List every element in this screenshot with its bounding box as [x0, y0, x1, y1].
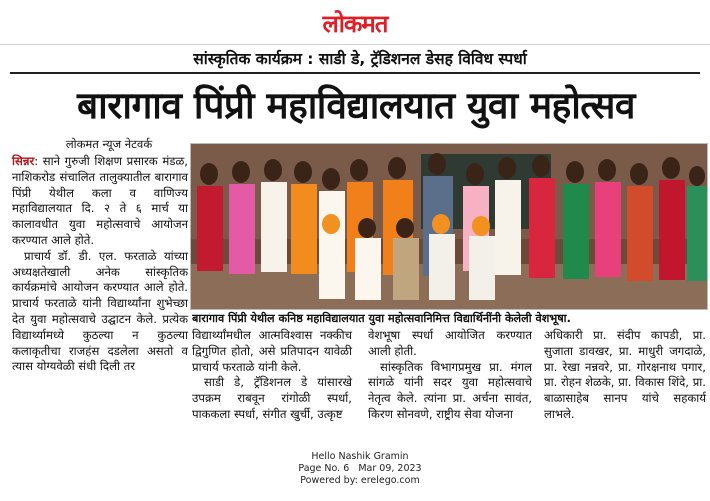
footer-edition: Hello Nashik Gramin: [311, 451, 409, 462]
footer-powered-by[interactable]: Powered by: erelego.com: [300, 475, 420, 486]
kicker-divider: [10, 72, 700, 74]
epaper-footer: [270, 451, 450, 499]
group-photo: [190, 143, 708, 310]
paragraph: सिन्नर: साने गुरुजी शिक्षण प्रसारक मंडळ, नाशिकरोड संचालित तालुक्यातील बारागाव पिंप्री येथील कला व वाणिज्य महाविद्यालयात दि. २ ते ६ मार्च या कालावधीत युवा महोत्सवाचे आयोजन करण्यात आले होते.: [12, 154, 188, 247]
article-column-3: [368, 328, 532, 446]
article-column-1: [12, 154, 188, 444]
lokmat-logo[interactable]: लोकमत: [322, 9, 388, 38]
group-photo-illustration: [191, 144, 707, 309]
paragraph: साडी डे, ट्रॅडिशनल डे यांसारखे उपक्रम राबवून रांगोळी स्पर्धा, पाककला स्पर्धा, संगीत खुर्ची, उत्कृष्ट: [192, 375, 352, 421]
footer-date: Mar 09, 2023: [358, 463, 422, 474]
paragraph: अधिकारी प्रा. संदीप कापडी, प्रा. सुजाता डावखर, प्रा. माधुरी जगदाळे, प्रा. रेखा नन्नवरे, प्रा. गोरक्षनाथ पगार, प्रा. रोहन शेळके, प्रा. विकास शिंदे, प्रा. बाळासाहेब सानप यांचे सहकार्य लाभले.: [544, 328, 706, 421]
photo-caption: बारागाव पिंप्री येथील कनिष्ठ महाविद्यालयात युवा महोत्सवानिमित्त विद्यार्थिनींनी केलेली वेशभूषा.: [192, 312, 571, 325]
paragraph: विद्यार्थ्यांमधील आत्मविश्वास नक्कीच द्विगुणित होतो, असे प्रतिपादन यावेळी प्राचार्य फरताळे यांनी केले.: [192, 328, 352, 374]
paragraph: वेशभूषा स्पर्धा आयोजित करण्यात आली होती.: [368, 328, 532, 358]
article-column-2: [192, 328, 352, 446]
article-column-4: [544, 328, 706, 446]
dateline: सिन्नर: [12, 154, 35, 168]
footer-page: Page No. 6: [298, 463, 350, 474]
paragraph: सांस्कृतिक विभागप्रमुख प्रा. मंगल सांगळे यांनी सदर युवा महोत्सवाचे नेतृत्व केले. त्यांना प्रा. अर्चना सावंत, किरण सोनवणे, राष्ट्रीय सेवा योजना: [368, 359, 532, 421]
kicker: सांस्कृतिक कार्यक्रम : साडी डे, ट्रॅडिशनल डेसह विविध स्पर्धा: [193, 50, 527, 68]
byline: लोकमत न्यूज नेटवर्क: [65, 137, 153, 151]
headline: बारागाव पिंप्री महाविद्यालयात युवा महोत्सव: [77, 84, 635, 127]
paragraph: प्राचार्य डॉ. डी. एल. फरताळे यांच्या अध्यक्षतेखाली अनेक सांस्कृतिक कार्यक्रमांचे आयोजन करण्यात आले होते. प्राचार्य फरताळे यांनी विद्यार्थ्यांना शुभेच्छा देत युवा महोत्सवाचे उद्घाटन केले. प्रत्येक विद्यार्थ्यामध्ये कुठल्या न कुठल्या कलाकृतीचा राजहंस दडलेला असतो व त्यास योग्यवेळी संधी दिली तर: [12, 248, 188, 374]
masthead-divider: [0, 44, 710, 45]
footer-page-date: [270, 463, 450, 475]
masthead: [0, 0, 710, 50]
